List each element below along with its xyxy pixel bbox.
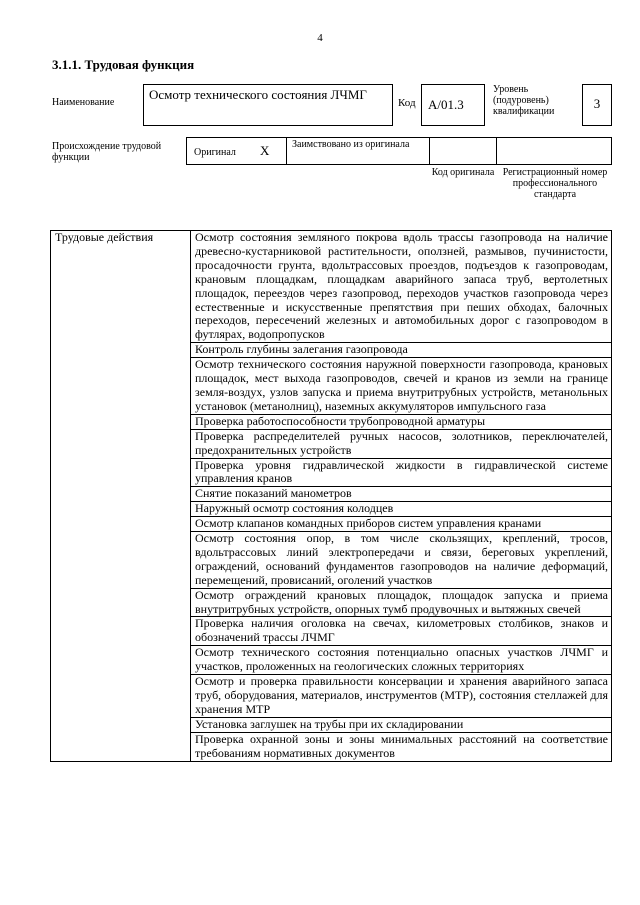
action-item: Снятие показаний манометров: [191, 487, 612, 502]
function-name: Осмотр технического состояния ЛЧМГ: [149, 87, 367, 102]
action-item: Проверка распределителей ручных насосов, золотников, переключателей, предохранительных устройств: [191, 429, 612, 458]
actions-label: Трудовые действия: [51, 231, 191, 762]
action-item: Проверка работоспособности трубопроводной арматуры: [191, 414, 612, 429]
action-item: Осмотр клапанов командных приборов систем управления кранами: [191, 517, 612, 532]
action-item: Проверка уровня гидравлической жидкости в гидравлической системе управления кранов: [191, 458, 612, 487]
action-item: Осмотр состояния земляного покрова вдоль трассы газопровода на наличие древесно-кустарниковой растительности, оползней, размывов, пучинистости, просадочности грунта, вдольтрассовых проездов, подъездов к газопроводам, крановым площадкам, площадкам аварийного запаса труб, вертолетных площадок, переездов через газопровод, переходов участков газопровода через естественные и искусственные препятствия при пеших обходах, балочных переходов, пересечений железных и автомобильных дорог с газопроводом в футлярах, водопропусков: [191, 231, 612, 343]
section-title: 3.1.1. Трудовая функция: [52, 57, 195, 72]
action-item: Наружный осмотр состояния колодцев: [191, 502, 612, 517]
action-item: Осмотр технического состояния наружной поверхности газопровода, крановых площадок, мест выхода газопроводов, свечей и кранов из земли на границе земля-воздух, узлов запуска и приема внутритрубных устройств, метанольных установок (метанолниц), наземных аккумуляторов импульсного газа: [191, 358, 612, 415]
action-item: Осмотр состояния опор, в том числе скользящих, креплений, тросов, вдольтрассовых линий электропередачи и связи, береговых укреплений, ограждений, оснований фундаментов газопроводов на наличие деформаций, перемещений, провисаний, оголений участков: [191, 532, 612, 589]
name-label: Наименование: [52, 97, 115, 108]
level-value: 3: [593, 96, 601, 111]
action-item: Осмотр ограждений крановых площадок, площадок запуска и приема внутритрубных устройств, опорных тумб продувочных и вытяжных свечей: [191, 588, 612, 617]
action-item: Проверка наличия оголовка на свечах, километровых столбиков, знаков и обозначений трассы ЛЧМГ: [191, 617, 612, 646]
code-value-box: [421, 84, 485, 126]
original-label: Оригинал: [194, 147, 236, 158]
page-number: 4: [317, 32, 323, 44]
origin-divider: [496, 137, 497, 165]
action-item: Осмотр технического состояния потенциально опасных участков ЛЧМГ и участков, проложенных на геологических сложных территориях: [191, 646, 612, 675]
origin-label: Происхождение трудовой функции: [52, 141, 162, 163]
action-item: Контроль глубины залегания газопровода: [191, 343, 612, 358]
level-value-box: [582, 84, 612, 126]
origin-divider: [286, 137, 287, 165]
reg-number-caption: Регистрационный номер профессионального стандарта: [502, 167, 608, 200]
origin-divider: [429, 137, 430, 165]
action-item: Установка заглушек на трубы при их складировании: [191, 717, 612, 732]
code-label: Код: [398, 97, 416, 109]
action-item: Осмотр и проверка правильности консервации и хранения аварийного запаса труб, оборудования, материалов, инструментов (МТР), состояния стеллажей для хранения МТР: [191, 675, 612, 718]
borrowed-label: Заимствовано из оригинала: [292, 139, 410, 150]
name-value-box: [143, 84, 393, 126]
code-value: А/01.3: [428, 97, 464, 112]
level-label: Уровень (подуровень) квалификации: [493, 84, 555, 117]
table-row: [51, 231, 612, 343]
code-original-caption: Код оригинала: [431, 167, 495, 178]
action-item: Проверка охранной зоны и зоны минимальных расстояний на соответствие требованиям нормативных документов: [191, 732, 612, 761]
original-mark: X: [260, 143, 270, 158]
actions-table: [50, 230, 612, 762]
